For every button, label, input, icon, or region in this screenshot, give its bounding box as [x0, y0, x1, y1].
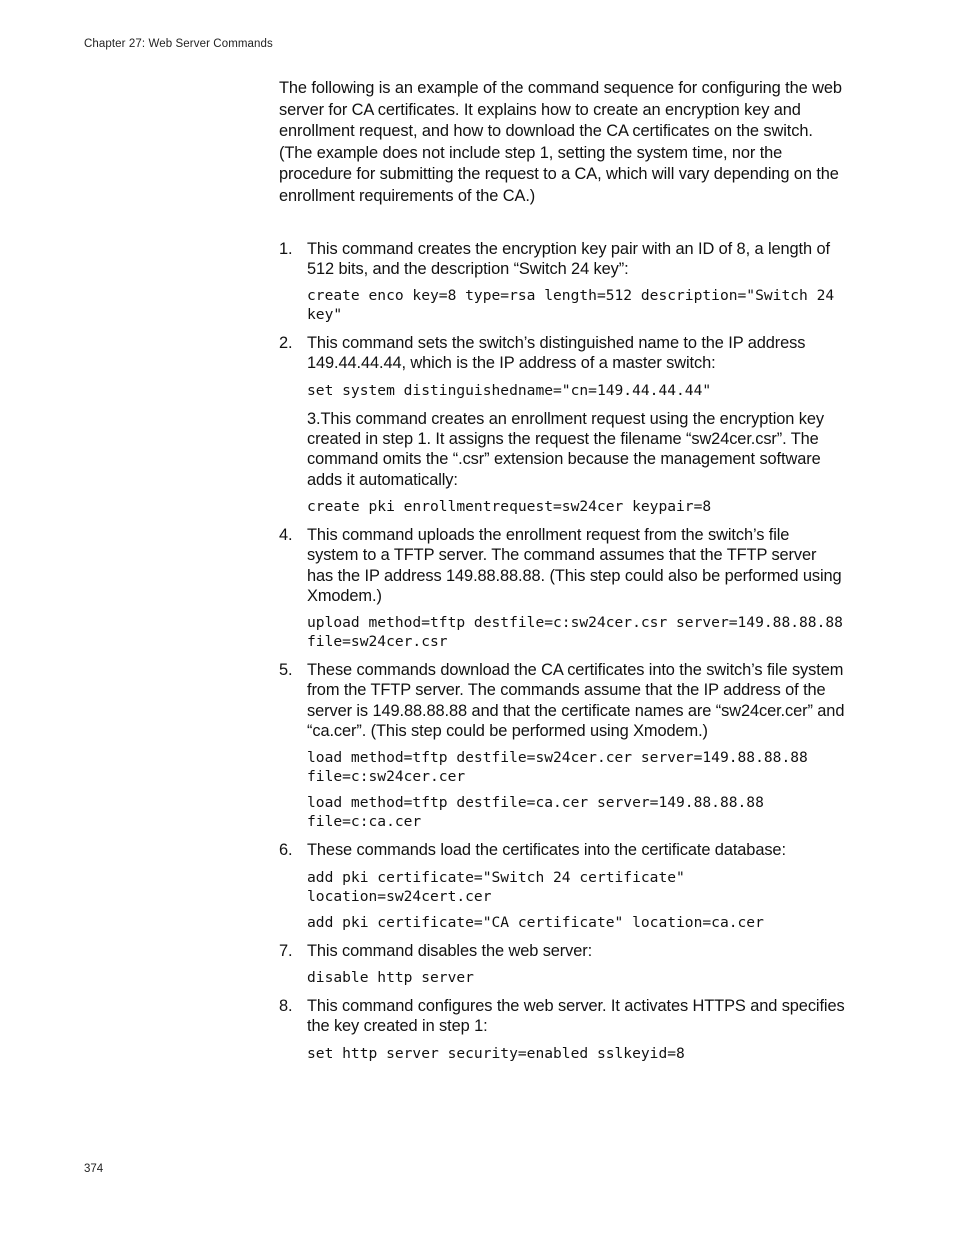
step-number: 4. — [279, 525, 293, 544]
step-number: 6. — [279, 841, 293, 860]
step-number: 7. — [279, 941, 293, 960]
running-header: Chapter 27: Web Server Commands — [84, 38, 273, 50]
step-text: This command disables the web server: — [307, 941, 593, 960]
step-5 — [279, 660, 845, 831]
step-3 — [279, 409, 845, 516]
command-code: create enco key=8 type=rsa length=512 description="Switch 24 key" — [307, 287, 843, 324]
step-text: These commands download the CA certificates into the switch’s file system from the TFTP server. The commands assume that the IP address of the server is 149.88.88.88 and that the certificate names are “sw24cer.cer” and “ca.cer”. (This step could be performed using Xmodem.) — [307, 661, 845, 741]
command-code: create pki enrollmentrequest=sw24cer keypair=8 — [307, 497, 712, 515]
step-6 — [279, 840, 845, 931]
step-number: 8. — [279, 996, 293, 1015]
step-number: 1. — [279, 239, 293, 258]
command-code: load method=tftp destfile=ca.cer server=149.88.88.88 file=c:ca.cer — [307, 794, 773, 831]
command-code: disable http server — [307, 968, 474, 986]
page-number: 374 — [84, 1163, 104, 1175]
command-code: set http server security=enabled sslkeyid=8 — [307, 1044, 685, 1062]
intro-paragraph: The following is an example of the command sequence for configuring the web server for CA certificates. It explains how to create an encryption key and enrollment request, and how to download the CA certificates on the switch. (The example does not include step 1, setting the system time, nor the procedure for submitting the request to a CA, which will vary depending on the enrollment requirements of the CA.) — [279, 79, 842, 205]
command-code: upload method=tftp destfile=c:sw24cer.csr server=149.88.88.88 file=sw24cer.csr — [307, 614, 852, 651]
step-text: This command uploads the enrollment request from the switch’s file system to a TFTP server. The command assumes that the TFTP server has the IP address 149.88.88.88. (This step could also be performed using Xmodem.) — [307, 525, 842, 605]
step-7 — [279, 941, 845, 987]
step-8 — [279, 996, 845, 1063]
command-code: set system distinguishedname="cn=149.44.44.44" — [307, 381, 712, 399]
step-text: This command sets the switch’s distinguished name to the IP address 149.44.44.44, which is the IP address of a master switch: — [307, 334, 806, 373]
step-number: 5. — [279, 661, 293, 680]
command-code: load method=tftp destfile=sw24cer.cer server=149.88.88.88 file=c:sw24cer.cer — [307, 749, 817, 786]
step-number — [279, 409, 307, 490]
step-text: This command configures the web server. It activates HTTPS and specifies the key created in step 1: — [307, 996, 845, 1036]
step-text: 3.This command creates an enrollment request using the encryption key created in step 1. It assigns the request the filename “sw24cer.csr”. The command omits the “.csr” extension because the management software adds it automatically: — [307, 409, 824, 489]
command-code: add pki certificate="Switch 24 certificate" location=sw24cert.cer — [307, 868, 694, 905]
step-text: These commands load the certificates into the certificate database: — [307, 841, 786, 860]
step-2 — [279, 333, 845, 400]
steps-list — [279, 239, 852, 1063]
step-4 — [279, 525, 852, 651]
step-number: 2. — [279, 334, 293, 353]
step-1 — [279, 239, 845, 325]
command-code: add pki certificate="CA certificate" location=ca.cer — [307, 913, 764, 931]
step-text: This command creates the encryption key pair with an ID of 8, a length of 512 bits, and the description “Switch 24 key”: — [307, 239, 830, 278]
page-content — [279, 78, 852, 1063]
